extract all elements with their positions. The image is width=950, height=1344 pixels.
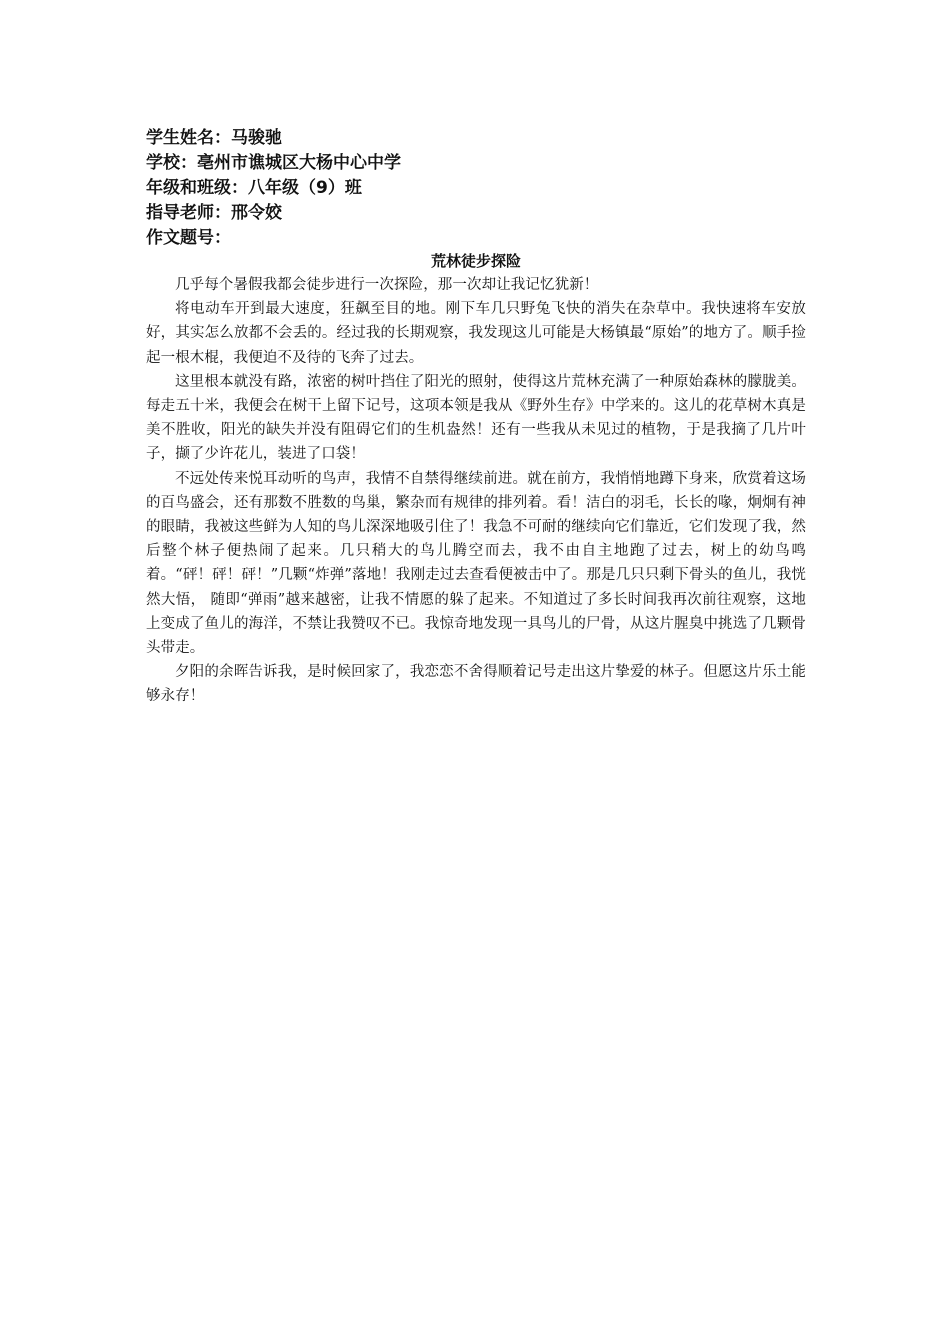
essay-paragraph: 将电动车开到最大速度，狂飙至目的地。刚下车几只野兔飞快的消失在杂草中。我快速将车安放好，其实怎么放都不会丢的。经过我的长期观察，我发现这儿可能是大杨镇最“原始”的地方了。顺手捡起一根木棍，我便迫不及待的飞奔了过去。: [146, 301, 806, 366]
essay-paragraph: 这里根本就没有路，浓密的树叶挡住了阳光的照射，使得这片荒林充满了一种原始森林的朦胧美。每走五十米，我便会在树干上留下记号，这项本领是我从《野外生存》中学来的。这儿的花草树木真是美不胜收，阳光的缺失并没有阻碍它们的生机盎然！还有一些我从未见过的植物，于是我摘了几片叶子，撷了少许花儿，装进了口袋！: [146, 373, 806, 463]
essay-number: 作文题号：: [146, 228, 231, 248]
student-name: 学生姓名：马骏驰: [146, 128, 282, 148]
essay-title: 荒林徒步探险: [430, 252, 521, 270]
essay-body: [146, 273, 806, 709]
teacher-name: 指导老师：邢令姣: [146, 203, 282, 223]
essay-paragraph: 几乎每个暑假我都会徒步进行一次探险，那一次却让我记忆犹新！: [175, 277, 599, 293]
grade-class: 年级和班级：八年级（9）班: [146, 178, 362, 198]
essay-paragraph: 不远处传来悦耳动听的鸟声，我情不自禁得继续前进。就在前方，我悄悄地蹲下身来，欣赏着这场的百鸟盛会，还有那数不胜数的鸟巢，繁杂而有规律的排列着。看！洁白的羽毛，长长的喙，炯炯有神的眼睛，我被这些鲜为人知的鸟儿深深地吸引住了！我急不可耐的继续向它们靠近，它们发现了我，然后整个林子便热闹了起来。几只稍大的鸟儿腾空而去，我不由自主地跑了过去，树上的幼鸟鸣着。“砰！砰！砰！”几颗“炸弹”落地！我刚走过去查看便被击中了。那是几只只剩下骨头的鱼儿，我恍然大悟， 随即“弹雨”越来越密，让我不情愿的躲了起来。不知道过了多长时间我再次前往观察，这地上变成了鱼儿的海洋，不禁让我赞叹不已。我惊奇地发现一具鸟儿的尸骨，从这片腥臭中挑选了几颗骨头带走。: [146, 470, 806, 657]
school-name: 学校：亳州市谯城区大杨中心中学: [146, 153, 401, 173]
essay-paragraph: 夕阳的余晖告诉我，是时候回家了，我恋恋不舍得顺着记号走出这片挚爱的林子。但愿这片乐土能够永存！: [146, 664, 806, 705]
student-info-header: [146, 126, 806, 251]
